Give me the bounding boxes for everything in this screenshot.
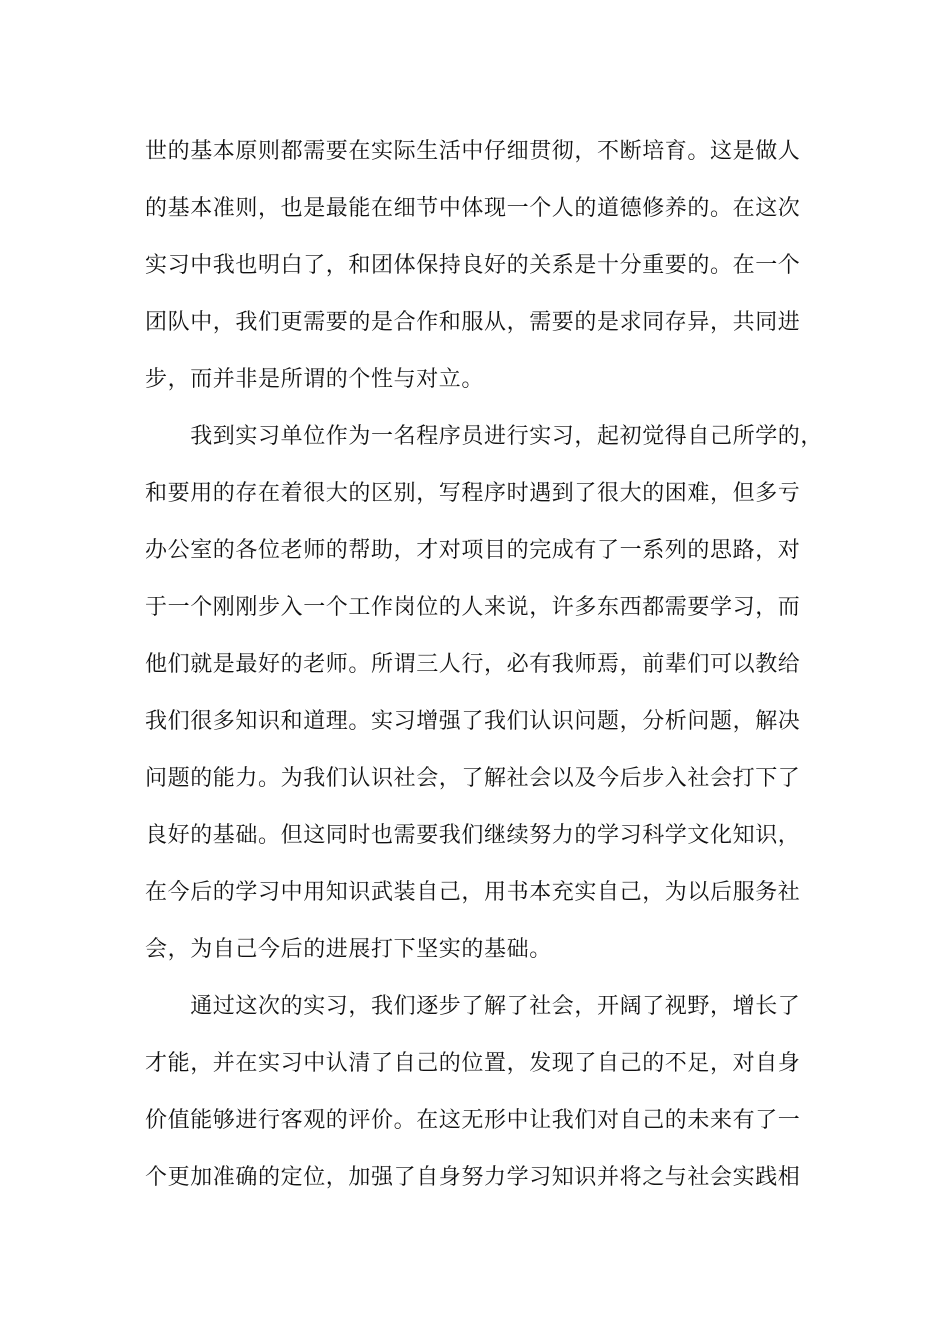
text-line: 和要用的存在着很大的区别，写程序时遇到了很大的困难，但多亏 — [145, 481, 801, 506]
text-line: 在今后的学习中用知识武装自己，用书本充实自己，为以后服务社 — [145, 880, 801, 905]
text-line: 个更加准确的定位，加强了自身努力学习知识并将之与社会实践相 — [145, 1165, 801, 1190]
text-line: 实习中我也明白了，和团体保持良好的关系是十分重要的。在一个 — [145, 253, 801, 278]
text-line: 我到实习单位作为一名程序员进行实习，起初觉得自己所学的， — [145, 424, 824, 449]
text-line: 我们很多知识和道理。实习增强了我们认识问题，分析问题，解决 — [145, 709, 801, 734]
text-line: 的基本准则，也是最能在细节中体现一个人的道德修养的。在这次 — [145, 196, 801, 221]
text-line: 会，为自己今后的进展打下坚实的基础。 — [145, 937, 552, 962]
text-line: 通过这次的实习，我们逐步了解了社会，开阔了视野，增长了 — [145, 994, 801, 1019]
text-line: 世的基本原则都需要在实际生活中仔细贯彻，不断培育。这是做人 — [145, 139, 801, 164]
text-line: 问题的能力。为我们认识社会，了解社会以及今后步入社会打下了 — [145, 766, 801, 791]
text-line: 良好的基础。但这同时也需要我们继续努力的学习科学文化知识， — [145, 823, 801, 848]
text-line: 步，而并非是所谓的个性与对立。 — [145, 367, 485, 392]
text-line: 价值能够进行客观的评价。在这无形中让我们对自己的未来有了一 — [145, 1108, 801, 1133]
text-line: 团队中，我们更需要的是合作和服从，需要的是求同存异，共同进 — [145, 310, 801, 335]
text-line: 办公室的各位老师的帮助，才对项目的完成有了一系列的思路，对 — [145, 538, 801, 563]
text-line: 他们就是最好的老师。所谓三人行，必有我师焉，前辈们可以教给 — [145, 652, 801, 677]
text-line: 于一个刚刚步入一个工作岗位的人来说，许多东西都需要学习，而 — [145, 595, 801, 620]
text-line: 才能，并在实习中认清了自己的位置，发现了自己的不足，对自身 — [145, 1051, 801, 1076]
